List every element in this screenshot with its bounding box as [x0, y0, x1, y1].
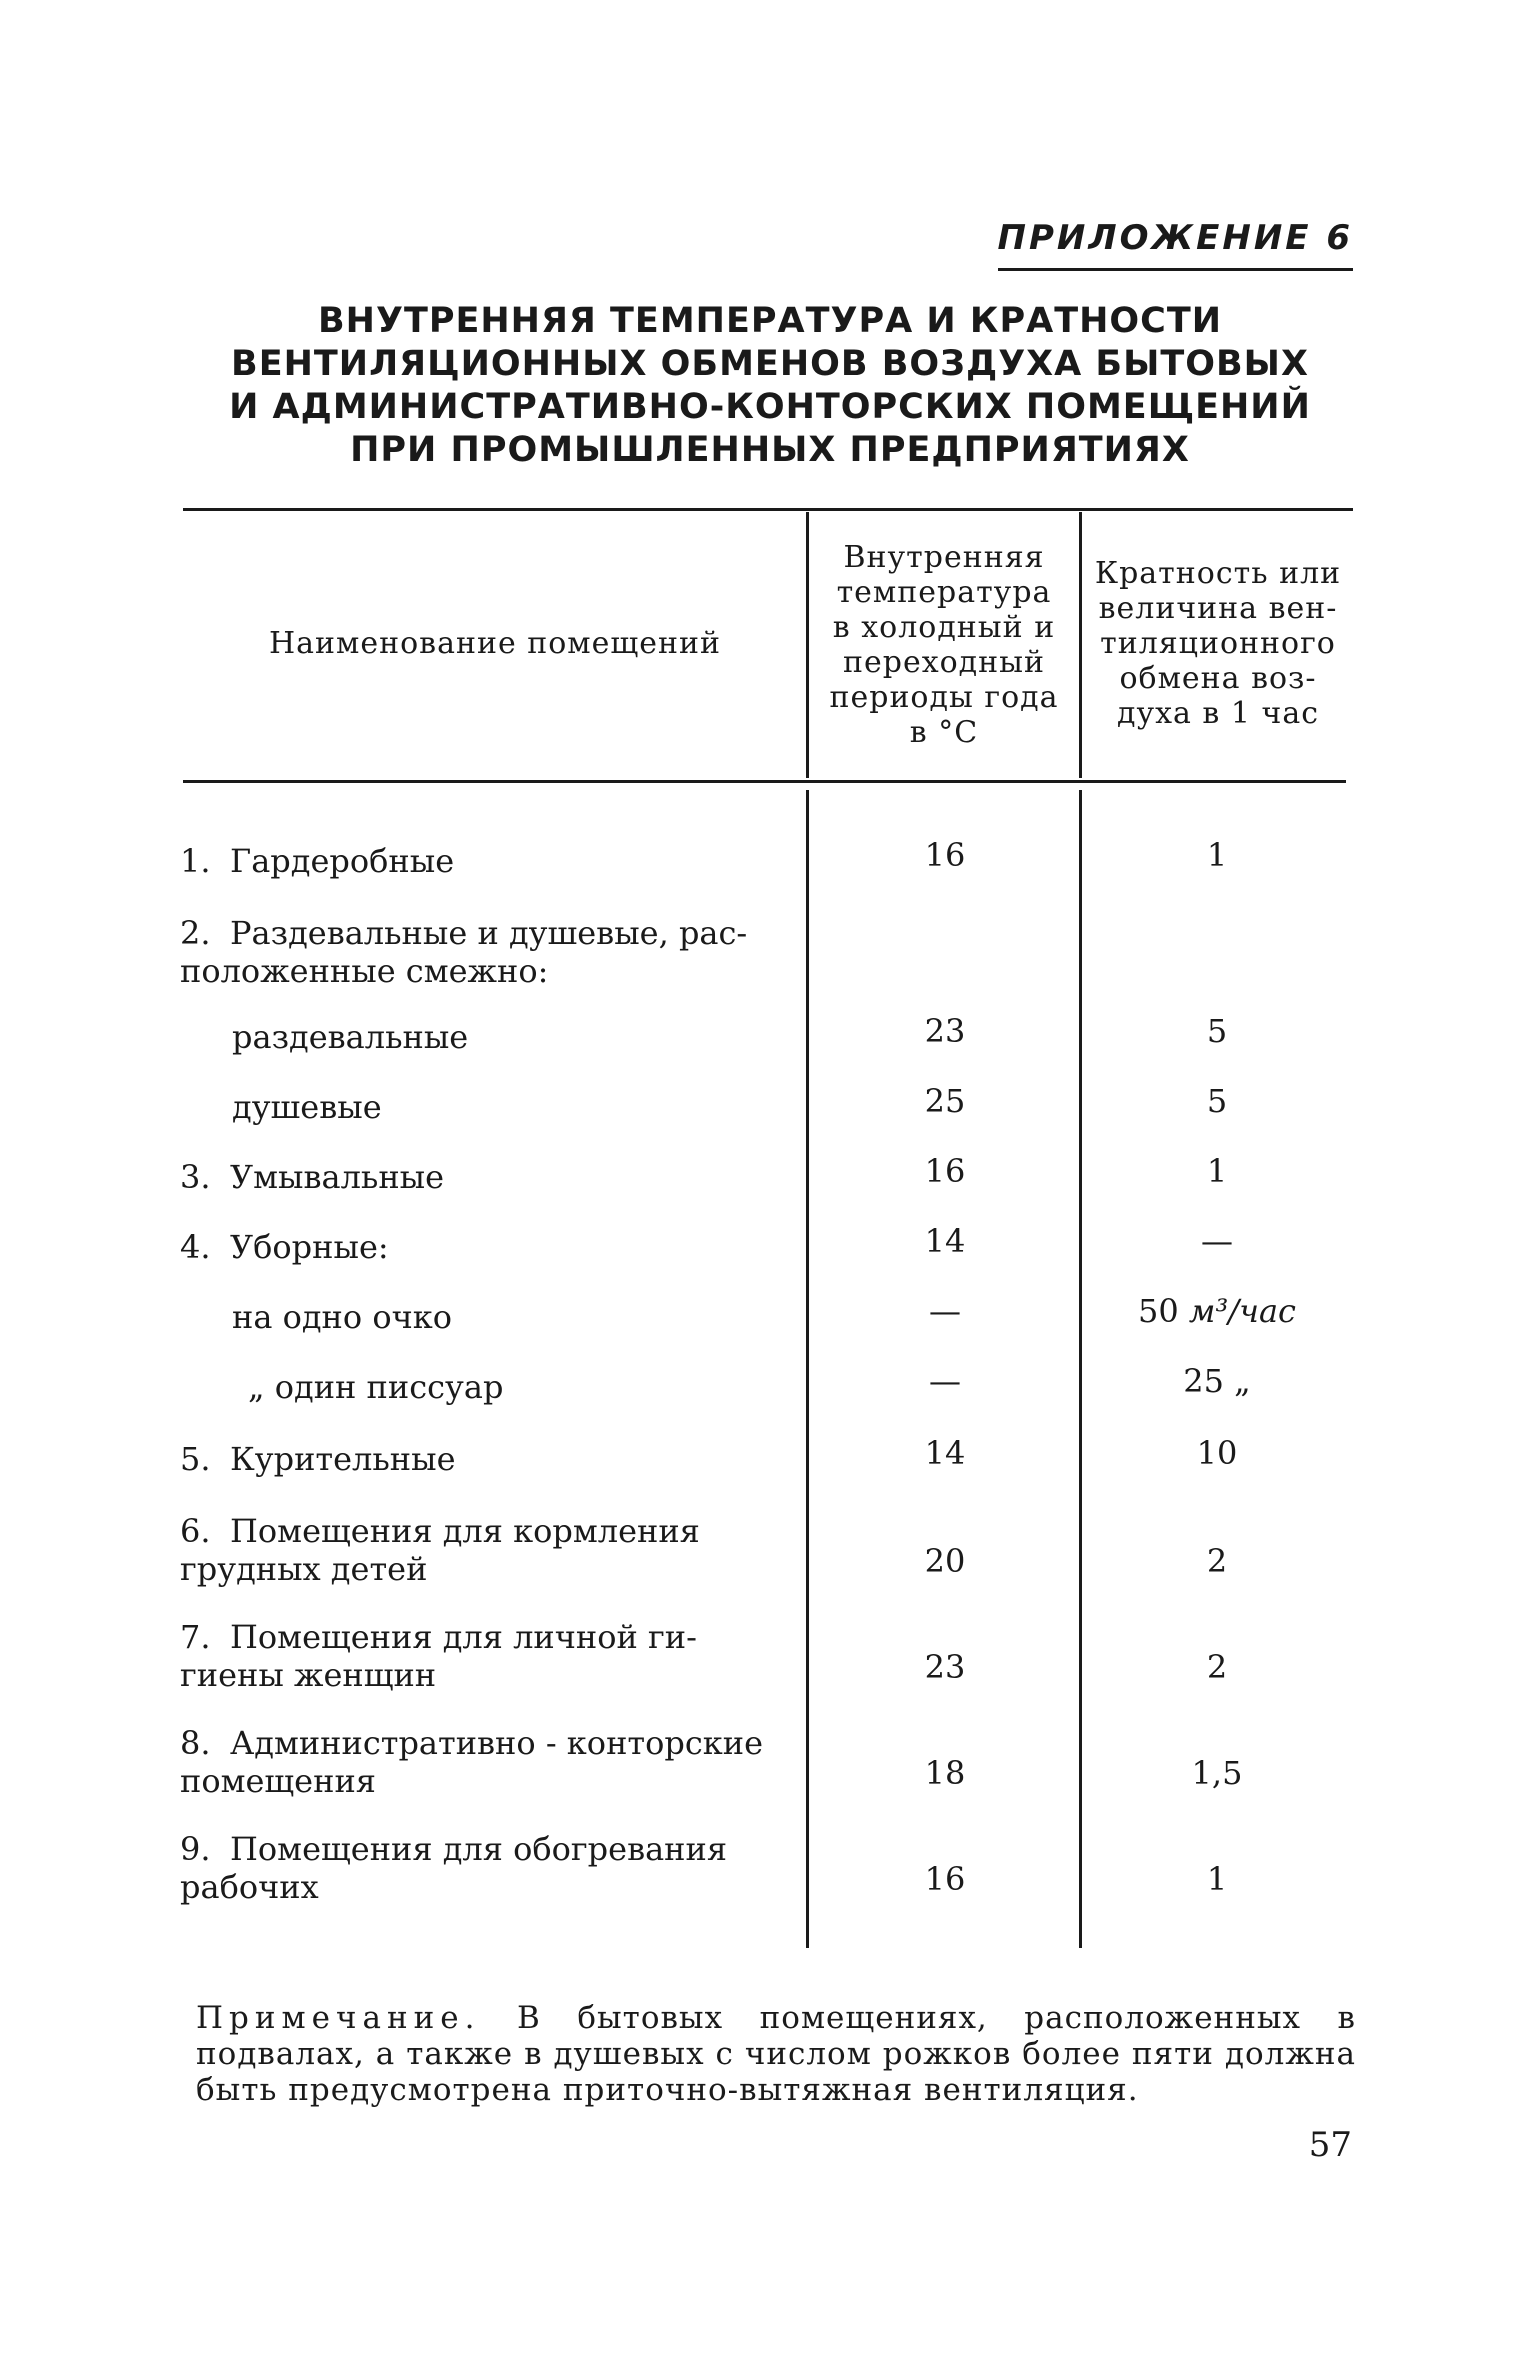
title-line: И АДМИНИСТРАТИВНО-КОНТОРСКИХ ПОМЕЩЕНИЙ [229, 387, 1311, 427]
table-row-name [180, 914, 770, 990]
table-row-name [180, 1830, 770, 1906]
header-rate [1082, 556, 1354, 731]
row-number: 9. [180, 1830, 211, 1868]
row-temp: 14 [924, 1434, 966, 1472]
header-rate-line: величина вен- [1098, 591, 1338, 626]
row-number: 4. [180, 1228, 211, 1266]
table-row-name [180, 842, 454, 880]
row-temp: 16 [924, 1152, 966, 1190]
row-temp: 25 [924, 1082, 966, 1120]
row-name-text: Гардеробные [230, 842, 455, 880]
row-number: 6. [180, 1512, 211, 1550]
footnote-label: Примечание. [196, 2000, 481, 2036]
header-temp-line: переходный [842, 645, 1046, 680]
row-rate: 10 [1196, 1434, 1238, 1472]
row-rate [1082, 1292, 1352, 1330]
footnote-text: В бытовых помещениях, расположенных в подвалах, а также в душевых с числом рожков более пяти должна быть предусмотрена приточно-вытяжная вентиляция. [196, 2000, 1356, 2108]
header-temp-line: Внутренняя [843, 540, 1045, 575]
row-number: 2. [180, 914, 211, 952]
row-number: 8. [180, 1724, 211, 1762]
appendix-label: ПРИЛОЖЕНИЕ 6 [998, 218, 1353, 271]
header-rate-line: обмена воз- [1119, 661, 1317, 696]
header-temp-line: в холодный и [832, 610, 1056, 645]
header-temp-line: периоды года [829, 680, 1059, 715]
row-subitem-name: на одно очко [232, 1298, 452, 1336]
row-rate: 1 [1206, 836, 1228, 874]
row-rate [1082, 1362, 1352, 1400]
table-row-name [180, 1440, 456, 1478]
table-top-rule [183, 508, 1353, 511]
row-number: 5. [180, 1440, 211, 1478]
table-row-name [180, 1228, 389, 1266]
table-row-name [180, 1512, 770, 1588]
row-temp: — [929, 1292, 961, 1330]
row-number: 1. [180, 842, 211, 880]
header-temp-line: в °С [909, 715, 979, 750]
table-header-rule [183, 780, 1346, 783]
row-temp: 16 [924, 836, 966, 874]
row-rate: 1 [1206, 1860, 1228, 1898]
document-title [180, 300, 1360, 472]
row-temp: 16 [924, 1860, 966, 1898]
header-temperature [810, 540, 1078, 750]
table-row-name [180, 1618, 770, 1694]
title-line: ВНУТРЕННЯЯ ТЕМПЕРАТУРА И КРАТНОСТИ [318, 301, 1222, 341]
row-name-text: Умывальные [230, 1158, 445, 1196]
header-name [190, 626, 800, 661]
row-temp: 18 [924, 1754, 966, 1792]
table-row-name [180, 1158, 444, 1196]
row-rate-value: 25 [1183, 1362, 1224, 1400]
row-rate: 2 [1206, 1542, 1228, 1580]
row-rate-value: 50 [1138, 1292, 1179, 1330]
row-name-text: Помещения для обогревания рабочих [180, 1830, 728, 1906]
page-number: 57 [1308, 2125, 1352, 2165]
row-temp: 14 [924, 1222, 966, 1260]
header-rate-line: духа в 1 час [1116, 696, 1320, 731]
title-line: ПРИ ПРОМЫШЛЕННЫХ ПРЕДПРИЯТИЯХ [350, 430, 1190, 470]
header-name-text: Наименование помещений [268, 626, 722, 661]
row-name-text: Помещения для личной ги-гиены женщин [180, 1618, 697, 1694]
row-rate: 1 [1206, 1152, 1228, 1190]
header-temp-line: температура [836, 575, 1052, 610]
title-line: ВЕНТИЛЯЦИОННЫХ ОБМЕНОВ ВОЗДУХА БЫТОВЫХ [231, 344, 1309, 384]
row-rate: — [1201, 1222, 1233, 1260]
row-rate-unit: м³/час [1188, 1292, 1296, 1330]
row-name-text: Курительные [230, 1440, 456, 1478]
row-rate: 5 [1206, 1012, 1228, 1050]
row-name-text: Помещения для кормления грудных детей [180, 1512, 700, 1588]
table-column-divider [806, 512, 809, 778]
row-rate: 1,5 [1191, 1754, 1243, 1792]
footnote [196, 2000, 1356, 2108]
row-rate: 5 [1206, 1082, 1228, 1120]
row-number: 7. [180, 1618, 211, 1656]
row-temp: 20 [924, 1542, 966, 1580]
table-column-divider [806, 790, 809, 1948]
row-subitem-name: раздевальные [232, 1018, 469, 1056]
row-name-text: Административно - конторские помещения [180, 1724, 764, 1800]
row-name-text: Уборные: [230, 1228, 389, 1266]
row-temp: — [929, 1362, 961, 1400]
row-subitem-name: „ один писсуар [248, 1368, 504, 1406]
header-rate-line: тиляционного [1100, 626, 1336, 661]
header-rate-line: Кратность или [1094, 556, 1342, 591]
row-number: 3. [180, 1158, 211, 1196]
table-row-name [180, 1724, 770, 1800]
row-temp: 23 [924, 1648, 966, 1686]
row-rate-unit: „ [1234, 1362, 1251, 1400]
row-temp: 23 [924, 1012, 966, 1050]
row-rate: 2 [1206, 1648, 1228, 1686]
row-name-text: Раздевальные и душевые, рас-положенные смежно: [180, 914, 748, 990]
row-subitem-name: душевые [232, 1088, 382, 1126]
